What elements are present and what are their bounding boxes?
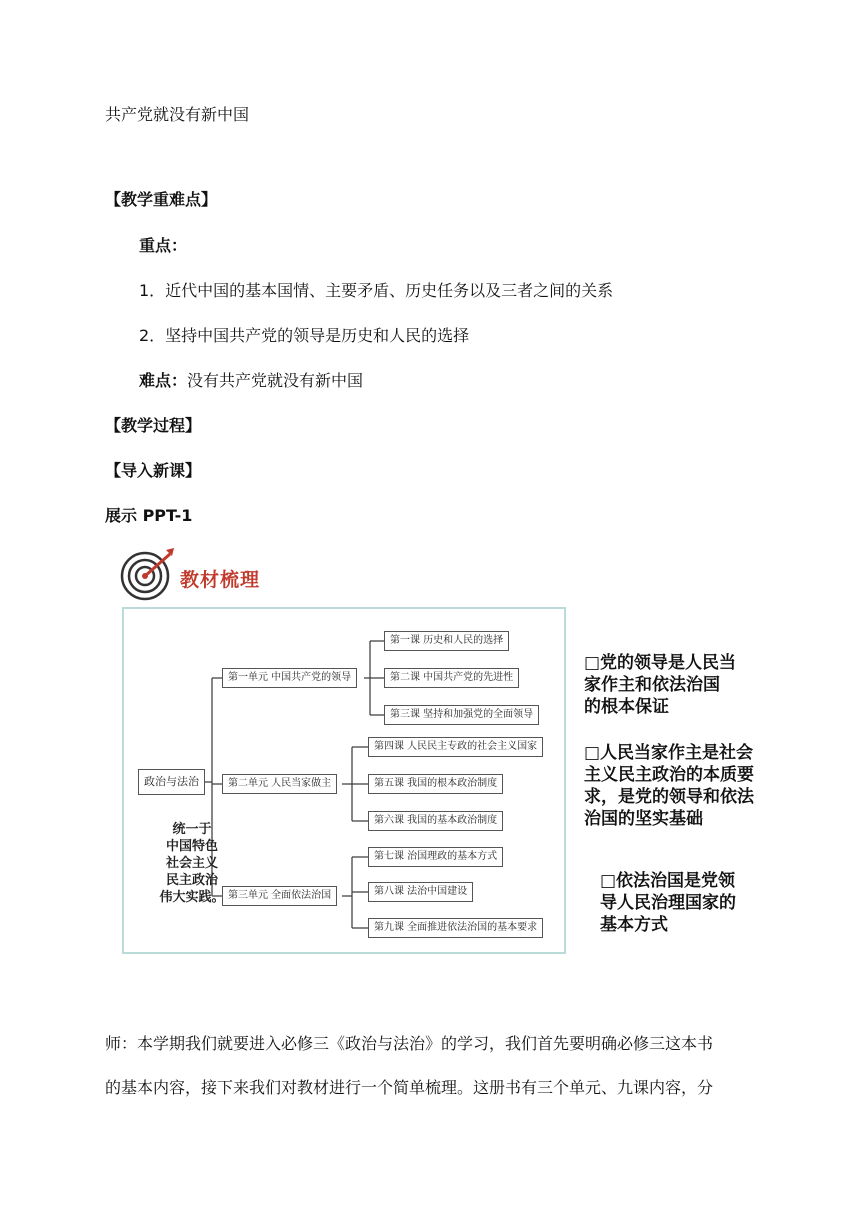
key-point-2: 2．坚持中国共产党的领导是历史和人民的选择 [139,326,470,345]
lesson-node-5: 第五课 我国的根本政治制度 [368,774,503,794]
heading-key-points: 【教学重难点】 [105,190,218,209]
outline-panel [122,607,566,954]
difficulty-label: 难点： [139,371,188,390]
key-point-1: 1．近代中国的基本国情、主要矛盾、历史任务以及三者之间的关系 [139,281,614,300]
summary-line: 伟大实践。 [159,890,225,905]
lesson-node-2: 第二课 中国共产党的先进性 [384,668,519,688]
paragraph-line-1: 师：本学期我们就要进入必修三《政治与法治》的学习，我们首先要明确必修三这本书 [105,1034,714,1053]
side-note-line: 家作主和依法治国 [584,675,720,695]
summary-line: 社会主义 [165,856,218,871]
lesson-node-7: 第七课 治国理政的基本方式 [368,847,503,867]
show-ppt-label: 展示 PPT-1 [105,506,193,525]
unit-node-3: 第三单元 全面依法治国 [222,886,337,906]
summary-text [152,821,232,906]
key-points-label: 重点： [139,236,188,255]
paragraph-line-2: 的基本内容，接下来我们对教材进行一个简单梳理。这册书有三个单元、九课内容，分 [105,1078,714,1097]
side-note-line: □人民当家作主是社会 [584,743,754,763]
summary-line: 中国特色 [165,839,218,854]
lesson-node-1: 第一课 历史和人民的选择 [384,631,509,651]
textbook-outline-figure [118,540,788,960]
heading-intro: 【导入新课】 [105,461,202,480]
difficulty-text: 没有共产党就没有新中国 [187,371,364,390]
lesson-node-9: 第九课 全面推进依法治国的基本要求 [368,918,543,938]
side-note-1 [584,652,736,718]
heading-process: 【教学过程】 [105,416,202,435]
side-note-line: 主义民主政治的本质要 [584,765,754,785]
unit-node-1: 第一单元 中国共产党的领导 [222,668,357,688]
side-note-line: 的根本保证 [584,697,669,717]
text-line-top: 共产党就没有新中国 [105,105,250,124]
lesson-node-8: 第八课 法治中国建设 [368,882,473,902]
lesson-node-4: 第四课 人民民主专政的社会主义国家 [368,737,543,757]
summary-line: 统一于 [172,822,212,837]
side-note-3 [600,870,736,936]
lesson-node-3: 第三课 坚持和加强党的全面领导 [384,705,539,725]
side-note-line: 基本方式 [600,915,668,935]
target-icon [120,546,176,602]
root-node: 政治与法治 [138,769,205,795]
side-note-line: 求，是党的领导和依法 [584,787,754,807]
summary-line: 民主政治 [165,873,218,888]
unit-node-2: 第二单元 人民当家做主 [222,774,337,794]
side-note-line: 治国的坚实基础 [584,809,703,829]
side-note-2 [584,742,754,830]
figure-header [118,540,378,602]
side-note-line: 导人民治理国家的 [600,893,736,913]
difficulty-line [139,370,363,392]
side-note-line: □依法治国是党领 [600,871,736,891]
lesson-node-6: 第六课 我国的基本政治制度 [368,811,503,831]
figure-title: 教材梳理 [180,569,261,591]
side-note-line: □党的领导是人民当 [584,653,737,673]
